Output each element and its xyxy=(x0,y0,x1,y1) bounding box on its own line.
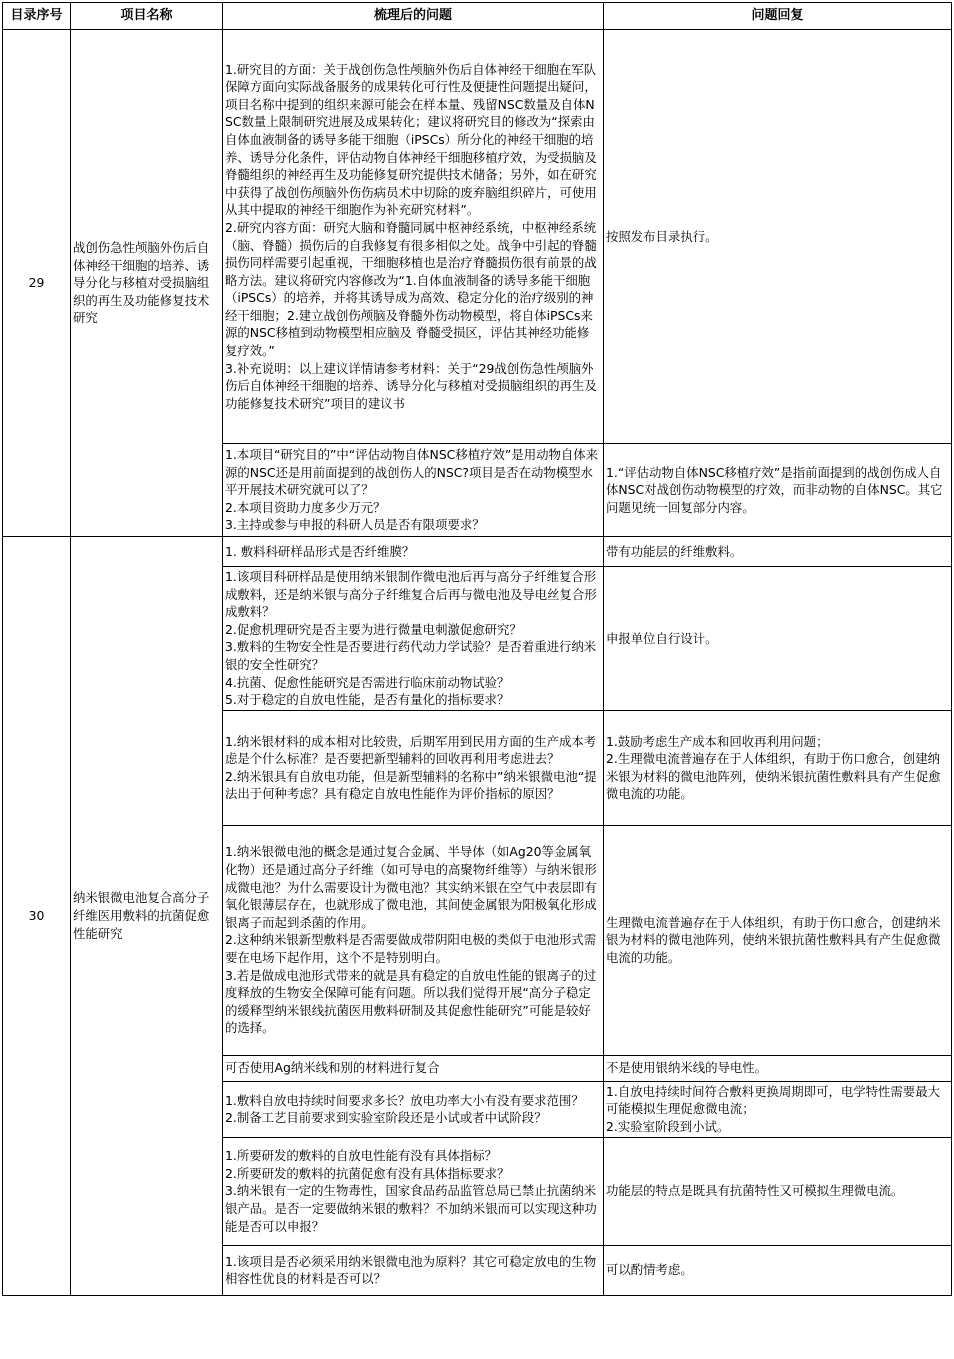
reply-cell xyxy=(604,1055,952,1081)
row-number: 30 xyxy=(3,537,71,1296)
question-cell xyxy=(223,1081,604,1137)
question-text: 1.所要研发的敷料的自放电性能有没有具体指标？ 2.所要研发的敷料的抗菌促愈有没有具体指标要求？ 3.纳米银有一定的生物毒性，国家食品药品监管总局已禁止抗菌纳米银产品。是否一定要做纳米银的敷料？不加纳米银而可以实现这种功能是否可以申报？ xyxy=(225,1148,597,1234)
reply-cell xyxy=(604,537,952,567)
question-text: 1.本项目“研究目的”中“评估动物自体NSC移植疗效”是用动物自体来源的NSC还是用前面提到的战创伤人的NSC?项目是否在动物模型水平开展技术研究就可以了？ 2.本项目资助力度多少万元？ 3.主持或参与申报的科研人员是否有限项要求？ xyxy=(225,447,599,533)
reply-text: 生理微电流普遍存在于人体组织，有助于伤口愈合，创建纳米银为材料的微电池阵列，使纳米银抗菌性敷料具有产生促愈微电流的功能。 xyxy=(606,914,941,966)
reply-text: 1.自放电持续时间符合敷料更换周期即可，电学特性需要最大可能模拟生理促愈微电流； 2.实验室阶段到小试。 xyxy=(606,1083,940,1135)
question-cell xyxy=(223,710,604,825)
question-cell xyxy=(223,1245,604,1295)
question-cell xyxy=(223,567,604,711)
reply-text: 功能层的特点是既具有抗菌特性又可模拟生理微电流。 xyxy=(606,1183,904,1199)
question-text: 1.纳米银材料的成本相对比较贵，后期军用到民用方面的生产成本考虑是个什么标准？是否要把新型辅料的回收再利用考虑进去？ 2.纳米银具有自放电功能，但是新型辅料的名称中”纳米银微电池“提法出于何种考虑？具有稳定自放电性能作为评价指标的原因？ xyxy=(225,733,597,802)
project-name: 战创伤急性颅脑外伤后自体神经干细胞的培养、诱导分化与移植对受损脑组织的再生及功能修复技术研究 xyxy=(71,30,223,537)
qa-table xyxy=(2,2,952,1296)
reply-cell xyxy=(604,567,952,711)
question-cell xyxy=(223,1055,604,1081)
question-cell xyxy=(223,1137,604,1245)
question-text: 1.纳米银微电池的概念是通过复合金属、半导体（如Ag20等金属氧化物）还是通过高分子纤维（如可导电的高聚物纤维等）与纳米银形成微电池？为什么需要设计为微电池？其实纳米银在空气中表层即有氧化银薄层存在，也就形成了微电池，其间使金属银为阳极氧化形成银离子而起到杀菌的作用。 2.这种纳米银新型敷料是否需要做成带阴阳电极的类似于电池形式需要在电场下起作用，这个不是特别明白。 3.若是做成电池形式带来的就是具有稳定的自放电性能的银离子的过度释放的生物安全保障可能有问题。所以我们觉得开展“高分子稳定的缓释型纳米银线抗菌医用敷料研制及其促愈性能研究”可能是较好的选择。 xyxy=(225,844,597,1036)
question-text: 1.该项目是否必须采用纳米银微电池为原料？其它可稳定放电的生物相容性优良的材料是否可以？ xyxy=(225,1253,597,1287)
row-number: 29 xyxy=(3,30,71,537)
reply-text: 1.“评估动物自体NSC移植疗效”是指前面提到的战创伤成人自体NSC对战创伤动物模型的疗效，而非动物的自体NSC。其它问题见统一回复部分内容。 xyxy=(606,464,943,515)
reply-cell xyxy=(604,30,952,444)
reply-cell xyxy=(604,444,952,537)
reply-text: 申报单位自行设计。 xyxy=(606,630,718,646)
question-text: 可否使用Ag纳米线和别的材料进行复合 xyxy=(225,1060,440,1076)
reply-text: 按照发布目录执行。 xyxy=(606,228,718,244)
question-cell xyxy=(223,825,604,1055)
header-row xyxy=(3,3,952,30)
question-text: 1.敷料自放电持续时间要求多长？放电功率大小有没有要求范围？ 2.制备工艺目前要求到实验室阶段还是小试或者中试阶段？ xyxy=(225,1092,584,1126)
question-text: 1.研究目的方面：关于战创伤急性颅脑外伤后自体神经干细胞在军队保障方面向实际战备服务的成果转化可行性及便捷性问题提出疑问，项目名称中提到的组织来源可能会在样本量、残留NSC数量及自体NSC数量上限制研究进展及成果转化；建议将研究目的修改为“探索由自体血液制备的诱导多能干细胞（iPSCs）所分化的神经干细胞的培养、诱导分化条件，评估动物自体神经干细胞移植疗效，为受损脑及脊髓组织的神经再生及功能修复研究提供技术储备；另外，如在研究中获得了战创伤颅脑外伤伤病员术中切除的废弃脑组织碎片，可使用从其中提取的神经干细胞作为补充研究材料”。 2.研究内容方面：研究大脑和脊髓同属中枢神经系统，中枢神经系统（脑、脊髓）损伤后的自我修复有很多相似之处。战争中引起的脊髓损伤同样需要引起重视，干细胞移植也是治疗脊髓损伤很有前景的战略方法。建议将研究内容修改为“1.自体血液制备的诱导多能干细胞（iPSCs）的培养，并将其诱导成为高效、稳定分化的治疗级别的神经干细胞；2.建立战创伤颅脑及脊髓外伤动物模型，将自体iPSCs来源的NSC移植到动物模型相应脑及 脊髓受损区，评估其神经功能修复疗效。” 3.补充说明：以上建议详情请参考材料：关于“29战创伤急性颅脑外伤后自体神经干细胞的培养、诱导分化与移植对受损脑组织的再生及功能修复技术研究”项目的建议书 xyxy=(225,61,597,411)
reply-text: 不是使用银纳米线的导电性。 xyxy=(606,1060,768,1076)
question-text: 1.该项目科研样品是使用纳米银制作微电池后再与高分子纤维复合形成敷料，还是纳米银与高分子纤维复合后再与微电池及导电丝复合形成敷料？ 2.促愈机理研究是否主要为进行微量电刺激促愈研究？ 3.敷料的生物安全性是否要进行药代动力学试验？是否着重进行纳米银的安全性研究？ 4.抗菌、促愈性能研究是否需进行临床前动物试验？ 5.对于稳定的自放电性能，是否有量化的指标要求？ xyxy=(225,569,597,708)
header-reply: 问题回复 xyxy=(604,3,952,30)
table-body xyxy=(3,30,952,1296)
question-cell xyxy=(223,30,604,444)
header-name: 项目名称 xyxy=(71,3,223,30)
project-name: 纳米银微电池复合高分子纤维医用敷料的抗菌促愈性能研究 xyxy=(71,537,223,1296)
question-text: 1. 敷料科研样品形式是否纤维膜？ xyxy=(225,543,415,559)
question-cell xyxy=(223,537,604,567)
reply-text: 1.鼓励考虑生产成本和回收再利用问题； 2.生理微电流普遍存在于人体组织，有助于伤口愈合，创建纳米银为材料的微电池阵列，使纳米银抗菌性敷料具有产生促愈微电流的功能。 xyxy=(606,733,941,802)
reply-cell xyxy=(604,1081,952,1137)
table-row xyxy=(3,537,952,567)
header-id: 目录序号 xyxy=(3,3,71,30)
reply-cell xyxy=(604,710,952,825)
reply-text: 带有功能层的纤维敷料。 xyxy=(606,543,743,559)
table-row xyxy=(3,30,952,444)
reply-cell xyxy=(604,1245,952,1295)
reply-text: 可以酌情考虑。 xyxy=(606,1262,693,1278)
header-question: 梳理后的问题 xyxy=(223,3,604,30)
reply-cell xyxy=(604,825,952,1055)
reply-cell xyxy=(604,1137,952,1245)
question-cell xyxy=(223,444,604,537)
